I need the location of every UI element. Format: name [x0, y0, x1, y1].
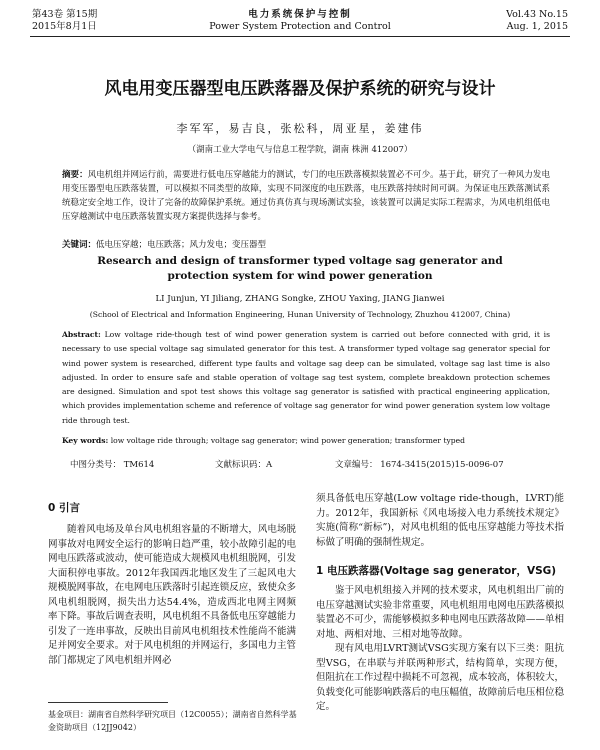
section-1-paragraph-1: 鉴于风电机组接入并网的技术要求，风电机组出厂前的电压穿越测试实验非常重要，风电机组用电网电压跌落模拟装置必不可少，需能够模拟多种电网电压跌落故障——单相对地、两相对地、三相对地等故障。	[316, 585, 564, 640]
keywords-cn	[62, 238, 550, 252]
funding-footnote: 基金项目：湖南省自然科学研究项目（12C0055）；湖南省自然科学基金资助项目（12JJ9042）	[48, 710, 297, 732]
keywords-cn-label: 关键词：	[62, 240, 97, 250]
date-en: Aug. 1, 2015	[506, 21, 568, 32]
abstract-en	[62, 328, 550, 428]
journal-name-cn: 电力系统保护与控制	[248, 9, 352, 20]
section-0-heading: 0 引言	[48, 502, 80, 514]
section-0-paragraph: 随着风电场及单台风电机组容量的不断增大，风电场脱网事故对电网安全运行的影响日趋严重，较小故障引起的电网电压跌落或波动，使可能造成大规模风电机组脱网，引发大面积停电事故。2012年我国西北地区发生了三起风电大规模脱网事故，在电网电压跌落时引起连锁反应，致使众多风电机组脱网，损失出力达54.4%，造成西北电网主网频率下降。事故后调查表明，风电机组不具备低电压穿越能力引发了一连串事故，反映出目前风电机组技术性能尚不能满足并网安全要求。对于风电机组的并网运行，多国电力主管部门都规定了风电机组并网必	[48, 524, 296, 666]
affiliation-en: (School of Electrical and Information Engineering, Hunan University of Technology, Zhuzhou 412007, China)	[89, 310, 511, 319]
paper-title-en	[0, 254, 600, 284]
section-0-body	[48, 523, 296, 668]
authors-en: LI Junjun, YI Jiliang, ZHANG Songke, ZHOU Yaxing, JIANG Jianwei	[155, 294, 445, 304]
abstract-en-text: Low voltage ride-though test of wind power generation system is carried out before connected with grid, it is necessary to use special voltage sag simulated generator for this test. A transformer typed voltage sag generator special for wind power system is researched, different type faults and voltage sag deep can be simulated, voltage sag last time is also adjusted. In order to ensure safe and stable operation of voltage sag test system, complete breakdown protection schemes are designed. Simulation and spot test shows this voltage sag generator is satisfied with practical engineering application, which provides implementation scheme and reference of voltage sag generator for wind power generation system low voltage ride through test.	[62, 330, 550, 425]
abstract-cn-text: 风电机组并网运行前，需要进行低电压穿越能力的测试，专门的电压跌落模拟装置必不可少。基于此，研究了一种风力发电用变压器型电压跌落装置，可以模拟不同类型的故障，实现不同深度的电压跌落，电压跌落持续时间可调。为保证电压跌落测试系统稳定安全地工作，设计了完备的故障保护系统。通过仿真仿真与现场测试实验，该装置可以满足实际工程需求，为风电机组低电压穿越测试中电压跌落装置实现方案提供选择与参考。	[62, 170, 550, 222]
header-right	[506, 9, 568, 33]
clc-number: 中图分类号： TM614	[70, 460, 155, 470]
header-divider	[30, 36, 570, 37]
section-1-heading: 1 电压跌落器(Voltage sag generator，VSG)	[316, 565, 557, 577]
section-0	[48, 500, 296, 668]
title-en-line-2: protection system for wind power generation	[167, 270, 433, 282]
date-cn: 2015年8月1日	[32, 21, 97, 32]
title-en-line-1: Research and design of transformer typed voltage sag generator and	[97, 255, 503, 267]
keywords-en-text: low voltage ride through; voltage sag generator; wind power generation; transformer typed	[108, 436, 466, 445]
abstract-en-label: Abstract:	[62, 330, 101, 339]
affiliation-cn: （湖南工业大学电气与信息工程学院，湖南 株洲 412007）	[187, 145, 413, 155]
section-1-body	[316, 584, 564, 715]
volume-cn: 第43卷 第15期	[32, 9, 98, 20]
journal-name-en: Power System Protection and Control	[209, 21, 391, 32]
paper-title-cn: 风电用变压器型电压跌落器及保护系统的研究与设计	[104, 79, 496, 99]
right-column-intro	[316, 492, 564, 550]
document-code: 文献标识码：A	[215, 460, 273, 470]
footnote-divider	[48, 702, 168, 703]
volume-en: Vol.43 No.15	[506, 9, 568, 20]
keywords-en	[62, 435, 550, 447]
section-1-paragraph-2: 现有风电用LVRT测试VSG实现方案有以下三类：阻抗型VSG，在串联与并联两种形式，结构简单，实现方便，但阻抗在工作过程中损耗不可忽视，成本较高，体积较大，负载变化可能影响跌落后的电压幅值，故障前后电压相位稳定。	[316, 643, 564, 712]
abstract-cn	[62, 168, 550, 224]
authors-cn: 李军军，易吉良，张松科，周亚星，姜建伟	[176, 122, 424, 135]
abstract-cn-label: 摘要：	[62, 170, 88, 180]
article-number: 文章编号： 1674-3415(2015)15-0096-07	[335, 460, 504, 470]
right-col-continuation: 须具备低电压穿越(Low voltage ride-though，LVRT)能力。2012年，我国新标《风电场接入电力系统技术规定》实施(简称“新标”)，对风电机组的低电压穿越能力等技术指标做了明确的强制性规定。	[316, 493, 564, 548]
section-1	[316, 563, 564, 715]
keywords-en-label: Key words:	[62, 436, 109, 445]
keywords-cn-text: 低电压穿越；电压跌落；风力发电；变压器型	[96, 240, 267, 250]
